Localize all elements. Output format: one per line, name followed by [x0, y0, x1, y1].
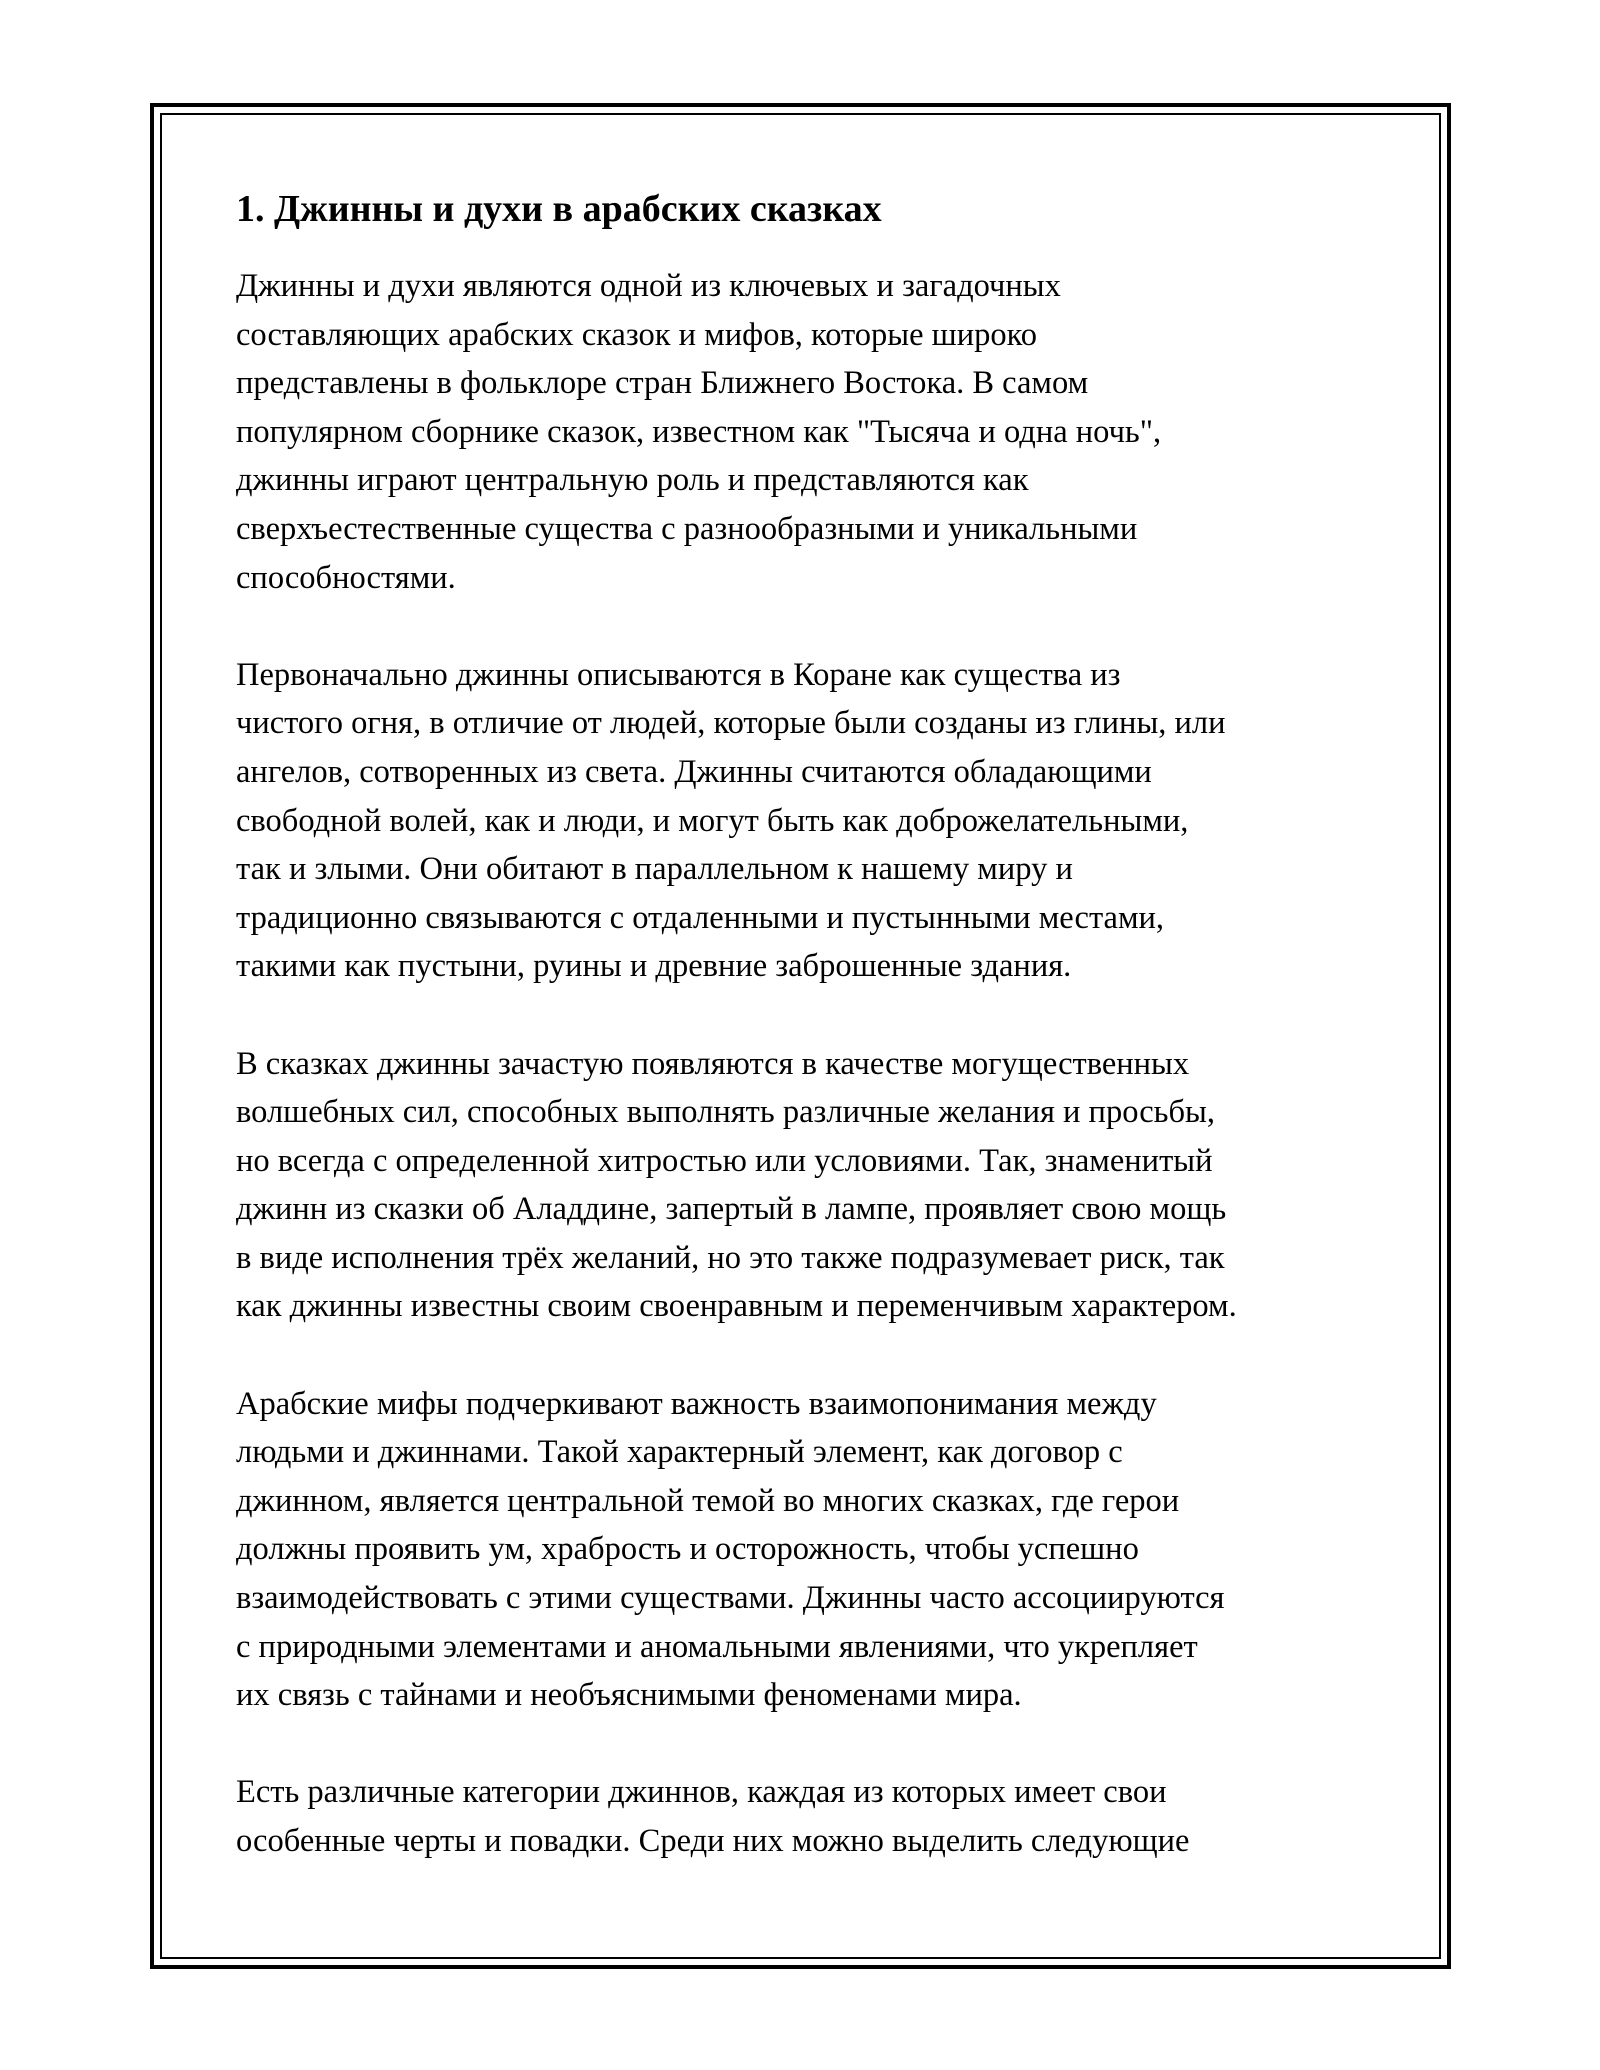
paragraph-3: В сказках джинны зачастую появляются в качестве могущественных волшебных сил, способных выполнять различные желания и просьбы, но всегда с определенной хитростью или условиями. Так, знаменитый джинн из сказки об Аладдине, запертый в лампе, проявляет свою мощь в виде исполнения трёх желаний, но это также подразумевает риск, так как джинны известны своим своенравным и переменчивым характером. [236, 1045, 1237, 1325]
paragraph-5: Есть различные категории джиннов, каждая из которых имеет свои особенные черты и повадки. Среди них можно выделить следующие [236, 1774, 1190, 1859]
paragraph-2: Первоначально джинны описываются в Коране как существа из чистого огня, в отличие от людей, которые были созданы из глины, или ангелов, сотворенных из света. Джинны считаются обладающими свободной волей, как и люди, и могут быть как доброжелательными, так и злыми. Они обитают в параллельном к нашему миру и традиционно связываются с отдаленными и пустынными местами, такими как пустыни, руины и древние заброшенные здания. [236, 656, 1226, 985]
document-body [236, 186, 1386, 1914]
paragraph-4: Арабские мифы подчеркивают важность взаимопонимания между людьми и джиннами. Такой характерный элемент, как договор с джинном, является центральной темой во многих сказках, где герои должны проявить ум, храбрость и осторожность, чтобы успешно взаимодействовать с этими существами. Джинны часто ассоциируются с природными элементами и аномальными явлениями, что укрепляет их связь с тайнами и необъяснимыми феноменами мира. [236, 1385, 1225, 1714]
paragraph-1: Джинны и духи являются одной из ключевых и загадочных составляющих арабских сказок и мифов, которые широко представлены в фольклоре стран Ближнего Востока. В самом популярном сборнике сказок, известном как "Тысяча и одна ночь", джинны играют центральную роль и представляются как сверхъестественные существа с разнообразными и уникальными способностями. [236, 268, 1162, 596]
section-heading: 1. Джинны и духи в арабских сказках [236, 188, 882, 230]
